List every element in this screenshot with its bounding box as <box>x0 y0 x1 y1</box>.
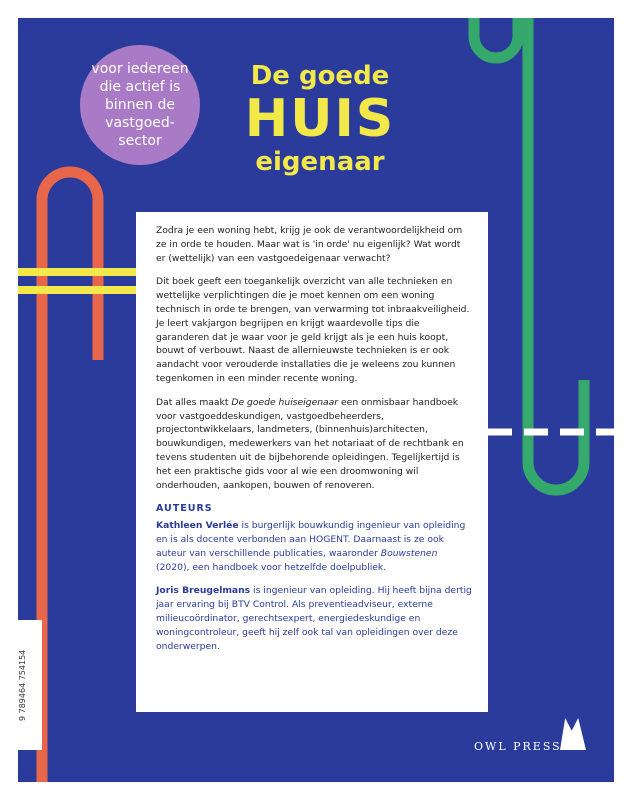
title-line-2: HUIS <box>244 89 396 149</box>
audience-badge <box>80 45 200 165</box>
publisher-name: OWL PRESS <box>474 740 562 753</box>
title-line-1: De goede <box>250 61 390 91</box>
author-name-1: Kathleen Verlée <box>156 520 239 532</box>
description-panel <box>136 212 488 712</box>
audience-paragraph: Dat alles maakt De goede huiseigenaar een onmisbaar handboek voor vastgoeddeskundigen, vastgoedbeheerders, projectontwikkelaars, landmeters, (binnenhuis)architecten, bouwkundigen, medewerkers van het notariaat of de rechtbank en tevens studenten uit de bijbehorende opleidingen. Tegelijkertijd is het een praktische gids voor al wie een droomwoning wil onderhouden, aankopen, bouwen of renoveren. <box>156 396 464 491</box>
book-title <box>205 60 435 178</box>
author-kathleen: Kathleen Verlée is burgerlijk bouwkundig ingenieur van opleiding en is als docente verbonden aan HOGENT. Daarnaast is ze ook auteur van verschillende publicaties, waaronder Bouwstenen (2020), een handboek voor hetzelfde doelpubliek. <box>156 520 466 573</box>
overview-paragraph: Dit boek geeft een toegankelijk overzicht van alle technieken en wettelijke verplichtingen die je moet kennen om een woning technisch in orde te brengen, van verwarming tot inbraakveiligheid. Je leert vakjargon begrijpen en krijgt waardevolle tips die garanderen dat je waar voor je geld krijgt als je een huis koopt, bouwt of verbouwt. Naast de allernieuwste technieken is er ook aandacht voor verouderde installaties die je weleens zou kunnen tegenkomen in een minder recente woning. <box>156 276 470 384</box>
authors-heading: AUTEURS <box>156 503 213 515</box>
badge-text: voor iedereen die actief is binnen de vastgoed-sector <box>91 61 189 149</box>
red-clip <box>42 172 98 800</box>
author-name-2: Joris Breugelmans <box>156 585 251 597</box>
green-line <box>474 0 518 58</box>
author-joris: Joris Breugelmans is ingenieur van opleiding. Hij heeft bijna dertig jaar ervaring bij BTV Control. Als preventieadviseur, externe milieucoördinator, gerechtsexpert, energiedeskundige en woningcontroleur, geeft hij zelf ook tal van opleidingen over deze onderwerpen. <box>156 585 472 652</box>
book-title-inline: De goede huiseigenaar <box>231 396 339 408</box>
green-clip <box>528 0 584 490</box>
title-line-3: eigenaar <box>255 147 385 177</box>
isbn-text: 9 789464 754154 <box>18 649 27 721</box>
intro-paragraph: Zodra je een woning hebt, krijg je ook de verantwoordelijkheid om ze in orde te houden. Maar wat is 'in orde' nu eigenlijk? Wat wordt er (wettelijk) van een vastgoedeigenaar verwacht? <box>156 225 463 264</box>
